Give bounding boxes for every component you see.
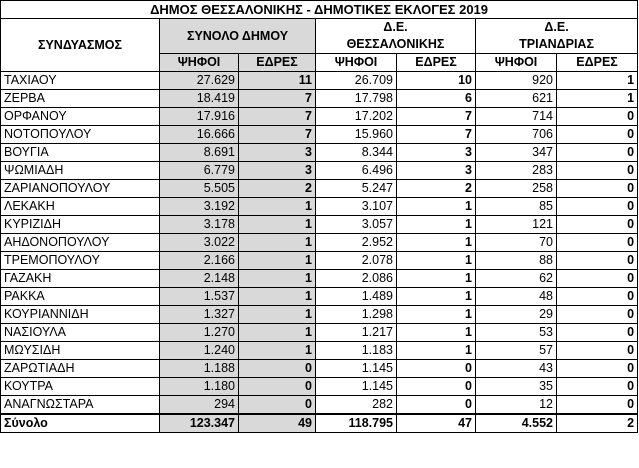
table-row bbox=[1, 252, 638, 270]
triandria-votes-cell: 35 bbox=[476, 378, 557, 396]
triandria-votes-cell: 258 bbox=[476, 180, 557, 198]
triandria-votes-cell: 4.552 bbox=[476, 414, 557, 433]
thessaloniki-seats-cell: 7 bbox=[397, 126, 476, 144]
party-column-header: ΣΥΝΔΥΑΣΜΟΣ bbox=[1, 19, 160, 72]
seats-header-thessaloniki: ΕΔΡΕΣ bbox=[397, 54, 476, 72]
total-seats-cell: 49 bbox=[239, 414, 316, 433]
table-row bbox=[1, 378, 638, 396]
triandria-seats-cell: 0 bbox=[557, 360, 638, 378]
thessaloniki-seats-cell: 10 bbox=[397, 72, 476, 90]
triandria-seats-cell: 0 bbox=[557, 270, 638, 288]
thessaloniki-votes-cell: 17.202 bbox=[316, 108, 397, 126]
triandria-seats-cell: 0 bbox=[557, 378, 638, 396]
thessaloniki-seats-cell: 1 bbox=[397, 342, 476, 360]
total-votes-cell: 1.180 bbox=[160, 378, 239, 396]
triandria-seats-cell: 0 bbox=[557, 198, 638, 216]
total-label: Σύνολο bbox=[1, 414, 160, 433]
total-seats-cell: 2 bbox=[239, 180, 316, 198]
party-name-cell: ΚΟΥΤΡΑ bbox=[1, 378, 160, 396]
thessaloniki-votes-cell: 118.795 bbox=[316, 414, 397, 433]
triandria-votes-cell: 12 bbox=[476, 396, 557, 415]
thessaloniki-seats-cell: 0 bbox=[397, 378, 476, 396]
party-name-cell: ΝΑΣΙΟΥΛΑ bbox=[1, 324, 160, 342]
thessaloniki-seats-cell: 1 bbox=[397, 198, 476, 216]
total-seats-cell: 1 bbox=[239, 306, 316, 324]
results-body bbox=[1, 72, 638, 415]
triandria-votes-cell: 121 bbox=[476, 216, 557, 234]
total-votes-cell: 8.691 bbox=[160, 144, 239, 162]
total-seats-cell: 1 bbox=[239, 342, 316, 360]
thessaloniki-votes-cell: 1.183 bbox=[316, 342, 397, 360]
thessaloniki-seats-cell: 0 bbox=[397, 396, 476, 415]
triandria-seats-cell: 0 bbox=[557, 342, 638, 360]
thessaloniki-seats-cell: 7 bbox=[397, 108, 476, 126]
total-votes-cell: 17.916 bbox=[160, 108, 239, 126]
triandria-votes-cell: 88 bbox=[476, 252, 557, 270]
table-row bbox=[1, 306, 638, 324]
party-name-cell: ΖΑΡΙΑΝΟΠΟΥΛΟΥ bbox=[1, 180, 160, 198]
table-row bbox=[1, 288, 638, 306]
table-row bbox=[1, 144, 638, 162]
triandria-seats-cell: 0 bbox=[557, 306, 638, 324]
table-row bbox=[1, 162, 638, 180]
group-header-triandria: Δ.Ε. ΤΡΙΑΝΔΡΙΑΣ bbox=[476, 19, 638, 54]
triandria-seats-cell: 0 bbox=[557, 234, 638, 252]
table-row bbox=[1, 360, 638, 378]
triandria-votes-cell: 43 bbox=[476, 360, 557, 378]
triandria-seats-cell: 0 bbox=[557, 288, 638, 306]
triandria-votes-cell: 53 bbox=[476, 324, 557, 342]
total-seats-cell: 1 bbox=[239, 270, 316, 288]
party-name-cell: ΜΩΥΣΙΔΗ bbox=[1, 342, 160, 360]
total-row bbox=[1, 414, 638, 433]
table-title: ΔΗΜΟΣ ΘΕΣΣΑΛΟΝΙΚΗΣ - ΔΗΜΟΤΙΚΕΣ ΕΚΛΟΓΕΣ 2019 bbox=[1, 1, 638, 19]
triandria-seats-cell: 1 bbox=[557, 72, 638, 90]
party-name-cell: ΖΑΡΩΤΙΑΔΗ bbox=[1, 360, 160, 378]
party-name-cell: ΖΕΡΒΑ bbox=[1, 90, 160, 108]
total-seats-cell: 0 bbox=[239, 360, 316, 378]
thessaloniki-votes-cell: 1.145 bbox=[316, 378, 397, 396]
party-name-cell: ΑΗΔΟΝΟΠΟΥΛΟΥ bbox=[1, 234, 160, 252]
triandria-seats-cell: 0 bbox=[557, 108, 638, 126]
thessaloniki-seats-cell: 2 bbox=[397, 180, 476, 198]
triandria-votes-cell: 57 bbox=[476, 342, 557, 360]
triandria-votes-cell: 29 bbox=[476, 306, 557, 324]
table-row bbox=[1, 180, 638, 198]
total-seats-cell: 7 bbox=[239, 108, 316, 126]
total-votes-cell: 2.148 bbox=[160, 270, 239, 288]
seats-header-triandria: ΕΔΡΕΣ bbox=[557, 54, 638, 72]
total-seats-cell: 3 bbox=[239, 162, 316, 180]
triandria-seats-cell: 0 bbox=[557, 180, 638, 198]
table-row bbox=[1, 216, 638, 234]
total-votes-cell: 3.192 bbox=[160, 198, 239, 216]
triandria-votes-cell: 62 bbox=[476, 270, 557, 288]
triandria-votes-cell: 70 bbox=[476, 234, 557, 252]
total-votes-cell: 294 bbox=[160, 396, 239, 415]
thessaloniki-seats-cell: 1 bbox=[397, 306, 476, 324]
thessaloniki-seats-cell: 3 bbox=[397, 162, 476, 180]
table-row bbox=[1, 324, 638, 342]
total-votes-cell: 3.178 bbox=[160, 216, 239, 234]
table-row bbox=[1, 234, 638, 252]
party-name-cell: ΛΕΚΑΚΗ bbox=[1, 198, 160, 216]
triandria-votes-cell: 621 bbox=[476, 90, 557, 108]
thessaloniki-votes-cell: 15.960 bbox=[316, 126, 397, 144]
triandria-seats-cell: 0 bbox=[557, 126, 638, 144]
thessaloniki-votes-cell: 5.247 bbox=[316, 180, 397, 198]
total-votes-cell: 6.779 bbox=[160, 162, 239, 180]
total-seats-cell: 7 bbox=[239, 126, 316, 144]
triandria-seats-cell: 0 bbox=[557, 396, 638, 415]
total-seats-cell: 1 bbox=[239, 288, 316, 306]
thessaloniki-votes-cell: 2.078 bbox=[316, 252, 397, 270]
party-name-cell: ΤΡΕΜΟΠΟΥΛΟΥ bbox=[1, 252, 160, 270]
total-votes-cell: 1.327 bbox=[160, 306, 239, 324]
table-row bbox=[1, 108, 638, 126]
thessaloniki-votes-cell: 8.344 bbox=[316, 144, 397, 162]
triandria-seats-cell: 0 bbox=[557, 252, 638, 270]
total-votes-cell: 16.666 bbox=[160, 126, 239, 144]
thessaloniki-votes-cell: 1.145 bbox=[316, 360, 397, 378]
total-votes-cell: 18.419 bbox=[160, 90, 239, 108]
thessaloniki-votes-cell: 2.952 bbox=[316, 234, 397, 252]
party-name-cell: ΚΟΥΡΙΑΝΝΙΔΗ bbox=[1, 306, 160, 324]
thessaloniki-votes-cell: 3.057 bbox=[316, 216, 397, 234]
seats-header-total: ΕΔΡΕΣ bbox=[239, 54, 316, 72]
triandria-seats-cell: 0 bbox=[557, 324, 638, 342]
table-row bbox=[1, 126, 638, 144]
votes-header-thessaloniki: ΨΗΦΟΙ bbox=[316, 54, 397, 72]
triandria-votes-cell: 347 bbox=[476, 144, 557, 162]
triandria-seats-cell: 0 bbox=[557, 162, 638, 180]
total-seats-cell: 0 bbox=[239, 378, 316, 396]
triandria-votes-cell: 85 bbox=[476, 198, 557, 216]
total-seats-cell: 1 bbox=[239, 234, 316, 252]
total-seats-cell: 1 bbox=[239, 252, 316, 270]
table-row bbox=[1, 198, 638, 216]
total-votes-cell: 3.022 bbox=[160, 234, 239, 252]
total-votes-cell: 27.629 bbox=[160, 72, 239, 90]
triandria-votes-cell: 920 bbox=[476, 72, 557, 90]
party-name-cell: ΨΩΜΙΑΔΗ bbox=[1, 162, 160, 180]
table-row bbox=[1, 396, 638, 415]
total-votes-cell: 1.188 bbox=[160, 360, 239, 378]
total-seats-cell: 11 bbox=[239, 72, 316, 90]
votes-header-triandria: ΨΗΦΟΙ bbox=[476, 54, 557, 72]
total-seats-cell: 1 bbox=[239, 198, 316, 216]
total-seats-cell: 7 bbox=[239, 90, 316, 108]
table-row bbox=[1, 90, 638, 108]
total-votes-cell: 5.505 bbox=[160, 180, 239, 198]
triandria-votes-cell: 714 bbox=[476, 108, 557, 126]
thessaloniki-seats-cell: 1 bbox=[397, 252, 476, 270]
votes-header-total: ΨΗΦΟΙ bbox=[160, 54, 239, 72]
table-row bbox=[1, 72, 638, 90]
thessaloniki-votes-cell: 17.798 bbox=[316, 90, 397, 108]
total-votes-cell: 1.240 bbox=[160, 342, 239, 360]
triandria-seats-cell: 2 bbox=[557, 414, 638, 433]
thessaloniki-votes-cell: 2.086 bbox=[316, 270, 397, 288]
triandria-seats-cell: 0 bbox=[557, 144, 638, 162]
party-name-cell: ΝΟΤΟΠΟΥΛΟΥ bbox=[1, 126, 160, 144]
thessaloniki-seats-cell: 6 bbox=[397, 90, 476, 108]
total-seats-cell: 1 bbox=[239, 216, 316, 234]
triandria-votes-cell: 283 bbox=[476, 162, 557, 180]
triandria-seats-cell: 0 bbox=[557, 216, 638, 234]
party-name-cell: ΟΡΦΑΝΟΥ bbox=[1, 108, 160, 126]
party-name-cell: ΚΥΡΙΖΙΔΗ bbox=[1, 216, 160, 234]
thessaloniki-seats-cell: 1 bbox=[397, 324, 476, 342]
thessaloniki-seats-cell: 3 bbox=[397, 144, 476, 162]
party-name-cell: ΤΑΧΙΑΟΥ bbox=[1, 72, 160, 90]
thessaloniki-seats-cell: 0 bbox=[397, 360, 476, 378]
thessaloniki-votes-cell: 282 bbox=[316, 396, 397, 415]
thessaloniki-votes-cell: 1.489 bbox=[316, 288, 397, 306]
thessaloniki-seats-cell: 47 bbox=[397, 414, 476, 433]
group-header-total: ΣΥΝΟΛΟ ΔΗΜΟΥ bbox=[160, 19, 316, 54]
thessaloniki-seats-cell: 1 bbox=[397, 216, 476, 234]
thessaloniki-votes-cell: 1.298 bbox=[316, 306, 397, 324]
table-row bbox=[1, 270, 638, 288]
party-name-cell: ΡΑΚΚΑ bbox=[1, 288, 160, 306]
total-seats-cell: 1 bbox=[239, 324, 316, 342]
thessaloniki-votes-cell: 6.496 bbox=[316, 162, 397, 180]
total-votes-cell: 1.537 bbox=[160, 288, 239, 306]
thessaloniki-seats-cell: 1 bbox=[397, 270, 476, 288]
triandria-votes-cell: 706 bbox=[476, 126, 557, 144]
total-votes-cell: 1.270 bbox=[160, 324, 239, 342]
party-name-cell: ΓΑΖΑΚΗ bbox=[1, 270, 160, 288]
thessaloniki-votes-cell: 3.107 bbox=[316, 198, 397, 216]
total-votes-cell: 123.347 bbox=[160, 414, 239, 433]
thessaloniki-votes-cell: 1.217 bbox=[316, 324, 397, 342]
thessaloniki-seats-cell: 1 bbox=[397, 288, 476, 306]
total-seats-cell: 3 bbox=[239, 144, 316, 162]
total-votes-cell: 2.166 bbox=[160, 252, 239, 270]
triandria-votes-cell: 48 bbox=[476, 288, 557, 306]
total-seats-cell: 0 bbox=[239, 396, 316, 415]
group-header-thessaloniki: Δ.Ε. ΘΕΣΣΑΛΟΝΙΚΗΣ bbox=[316, 19, 476, 54]
thessaloniki-votes-cell: 26.709 bbox=[316, 72, 397, 90]
table-row bbox=[1, 342, 638, 360]
party-name-cell: ΒΟΥΓΙΑ bbox=[1, 144, 160, 162]
thessaloniki-seats-cell: 1 bbox=[397, 234, 476, 252]
triandria-seats-cell: 1 bbox=[557, 90, 638, 108]
party-name-cell: ΑΝΑΓΝΩΣΤΑΡΑ bbox=[1, 396, 160, 415]
